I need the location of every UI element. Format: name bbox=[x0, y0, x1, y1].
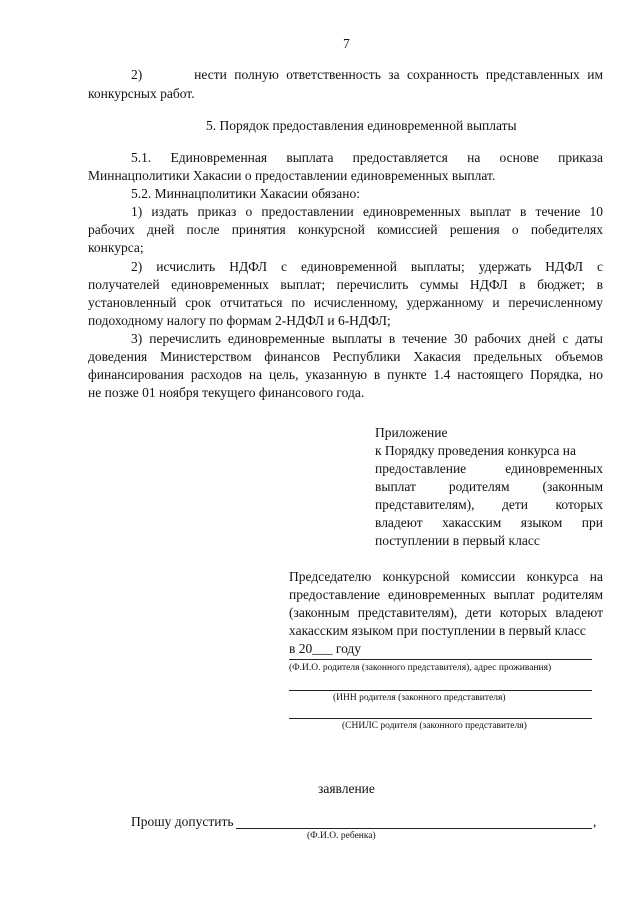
page-number: 7 bbox=[343, 36, 350, 51]
text-line: предоставление единовременных bbox=[375, 461, 603, 476]
comma: , bbox=[593, 814, 597, 829]
text-line: 2) исчислить НДФЛ с единовременной выплаты; удержать НДФЛ с bbox=[131, 259, 603, 274]
text-line: поступлении в первый класс bbox=[375, 533, 540, 548]
text-line: конкурсных работ. bbox=[88, 86, 195, 101]
field-caption: (ИНН родителя (законного представителя) bbox=[333, 693, 506, 703]
appendix-title: Приложение bbox=[375, 425, 448, 440]
addressee-line: предоставление единовременных выплат родителям bbox=[289, 587, 603, 602]
statement-title: заявление bbox=[318, 781, 375, 796]
field-caption: (СНИЛС родителя (законного представителя) bbox=[342, 721, 527, 731]
blank-line bbox=[289, 718, 592, 719]
blank-line bbox=[236, 828, 592, 829]
blank-line bbox=[289, 659, 592, 660]
text-line: рабочих дней после принятия конкурсной комиссией решения о победителях bbox=[88, 222, 603, 237]
text-line: 5.2. Миннацполитики Хакасии обязано: bbox=[131, 186, 361, 201]
addressee-line: хакасским языком при поступлении в первый класс bbox=[289, 623, 586, 638]
text-line: 1) издать приказ о предоставлении единовременных выплат в течение 10 bbox=[131, 204, 603, 219]
text-line: 5.1. Единовременная выплата предоставляется на основе приказа bbox=[131, 150, 603, 165]
text-line: к Порядку проведения конкурса на bbox=[375, 443, 576, 458]
addressee-line: (законным представителям), дети которых владеют bbox=[289, 605, 603, 620]
text-line: конкурса; bbox=[88, 240, 144, 255]
text-line: владеют хакасским языком при bbox=[375, 515, 603, 530]
text-line: финансирования расходов на цель, указанную в пункте 1.4 настоящего Порядка, но bbox=[88, 367, 603, 382]
text-line: Миннацполитики Хакасии о предоставлении единовременных выплат. bbox=[88, 168, 496, 183]
request-text: Прошу допустить bbox=[131, 814, 234, 829]
text-line: 3) перечислить единовременные выплаты в течение 30 рабочих дней с даты bbox=[131, 331, 603, 346]
text-line: 2) нести полную ответственность за сохранность представленных им bbox=[131, 67, 603, 82]
blank-line bbox=[289, 690, 592, 691]
addressee-year: в 20___ году bbox=[289, 641, 362, 656]
section-heading: 5. Порядок предоставления единовременной выплаты bbox=[206, 118, 517, 133]
text-line: доведения Министерством финансов Республики Хакасия предельных объемов bbox=[88, 349, 603, 364]
field-caption: (Ф.И.О. ребенка) bbox=[307, 831, 376, 841]
text-line: выплат родителям (законным bbox=[375, 479, 603, 494]
text-line: не позже 01 ноября текущего финансового года. bbox=[88, 385, 365, 400]
addressee-line: Председателю конкурсной комиссии конкурса на bbox=[289, 569, 603, 584]
text-line: установленный срок отчитаться по исчисленному, удержанному и перечисленному bbox=[88, 295, 603, 310]
text-line: представителям), дети которых bbox=[375, 497, 603, 512]
text-line: получателей единовременных выплат; перечислить суммы НДФЛ в бюджет; в bbox=[88, 277, 603, 292]
field-caption: (Ф.И.О. родителя (законного представителя), адрес проживания) bbox=[289, 663, 552, 673]
text-line: подоходному налогу по формам 2-НДФЛ и 6-НДФЛ; bbox=[88, 313, 391, 328]
